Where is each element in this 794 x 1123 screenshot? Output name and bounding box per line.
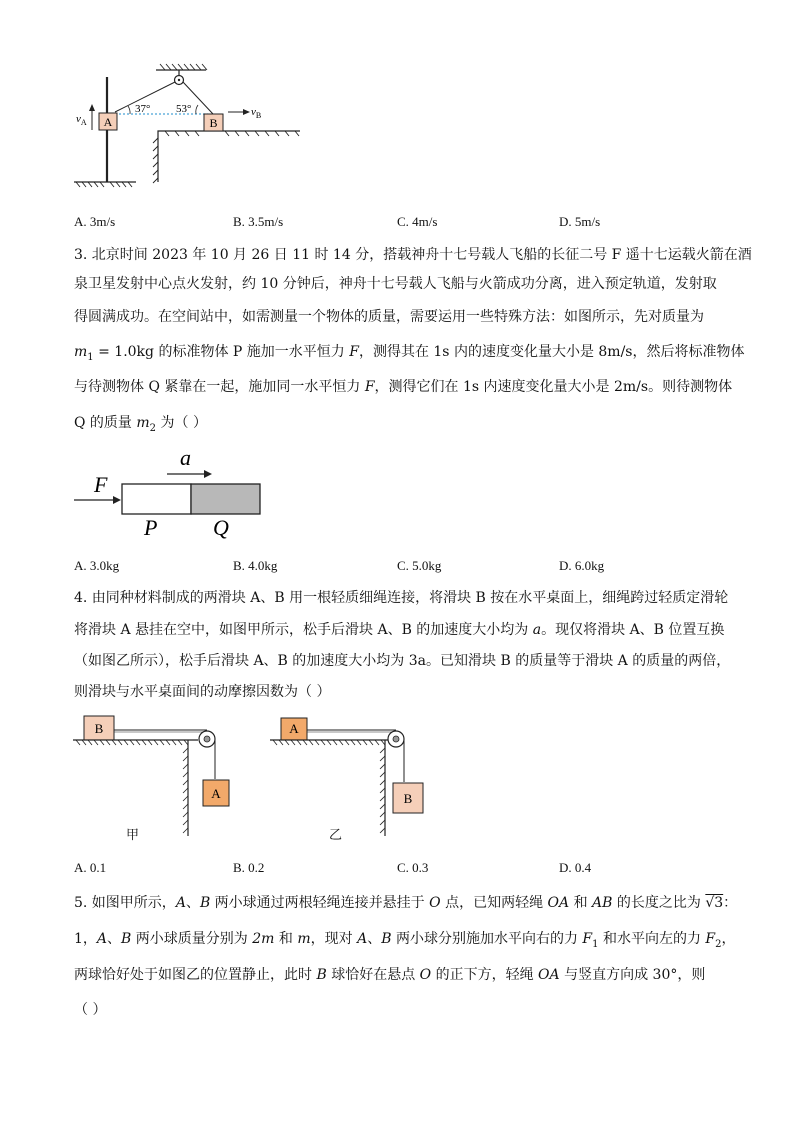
q4-line-1: 4. 由同种材料制成的两滑块 A、B 用一根轻质细绳连接，将滑块 B 按在水平桌面上，细绳跨过轻质定滑轮 <box>74 590 729 606</box>
q3-option-c: C. 5.0kg <box>397 558 442 573</box>
arrow-right-icon <box>204 470 212 478</box>
block-p-label: P <box>144 515 158 540</box>
vb-label: $v_B$ <box>251 106 262 120</box>
q2-option-a: A. 3m/s <box>74 214 116 229</box>
q2-figure <box>70 62 310 192</box>
q2-option-d: D. 5m/s <box>559 214 601 229</box>
accel-a-label: a <box>180 445 191 470</box>
angle-right-label: 53° <box>176 103 192 115</box>
q3-figure <box>70 445 280 545</box>
force-f-label: F <box>94 472 108 497</box>
q3-option-d: D. 6.0kg <box>559 558 605 573</box>
block-a-top-label: A <box>289 721 299 736</box>
block-b-hanging-label: B <box>403 791 413 806</box>
q3-option-b: B. 4.0kg <box>233 558 278 573</box>
step-platform <box>158 131 300 182</box>
q4-line-4: 则滑块与水平桌面间的动摩擦因数为（ ） <box>74 684 331 700</box>
q4-option-d: D. 0.4 <box>559 860 592 875</box>
q3-line-2: 泉卫星发射中心点火发射，约 10 分钟后，神舟十七号载人飞船与火箭成功分离，进入预定轨道，发射取 <box>74 276 717 292</box>
va-label: $v_A$ <box>76 113 87 127</box>
q2-option-b: B. 3.5m/s <box>233 214 284 229</box>
block-a-hanging-label: A <box>211 786 221 801</box>
q2-option-c: C. 4m/s <box>397 214 438 229</box>
q4-option-c: C. 0.3 <box>397 860 429 875</box>
q5-line-4: （ ） <box>74 1002 107 1018</box>
block-b-label: B <box>209 116 218 130</box>
arrow-right-icon <box>243 109 250 115</box>
q4-line-2: 将滑块 A 悬挂在空中，如图甲所示，松手后滑块 A、B 的加速度大小均为 a。现仅将滑块 A、B 位置互换 <box>74 622 725 638</box>
q4-figure-yi <box>267 712 427 852</box>
q5-line-2: 1，A、B 两小球质量分别为 2m 和 m，现对 A、B 两小球分别施加水平向右的力 $F_1$ 和水平向左的力 $F_2$， <box>74 931 736 950</box>
q3-line-5: 与待测物体 Q 紧靠在一起，施加同一水平恒力 F，测得它们在 1s 内速度变化量大小是 2m/s。则待测物体 <box>74 379 733 395</box>
arrow-right-icon <box>113 496 121 504</box>
q4-figure-jia <box>70 712 230 852</box>
block-a-label: A <box>103 115 113 129</box>
q4-option-b: B. 0.2 <box>233 860 265 875</box>
block-q <box>191 484 260 514</box>
sqrt3-symbol: √3 <box>705 895 724 911</box>
q3-option-a: A. 3.0kg <box>74 558 120 573</box>
figure-caption-yi: 乙 <box>329 828 343 843</box>
block-q-label: Q <box>213 515 229 540</box>
block-b-top-label: B <box>94 721 104 736</box>
q4-line-3: （如图乙所示），松手后滑块 A、B 的加速度大小均为 3a。已知滑块 B 的质量等于滑块 A 的质量的两倍， <box>74 653 731 669</box>
q4-option-a: A. 0.1 <box>74 860 107 875</box>
figure-caption-jia: 甲 <box>126 828 140 843</box>
q3-line-3: 得圆满成功。在空间站中，如需测量一个物体的质量，需要运用一些特殊方法：如图所示，先对质量为 <box>74 309 704 325</box>
angle-left-label: 37° <box>135 103 151 115</box>
q5-line-3: 两球恰好处于如图乙的位置静止，此时 B 球恰好在悬点 O 的正下方，轻绳 OA 与竖直方向成 30°，则 <box>74 967 706 983</box>
m1-symbol: m <box>74 344 88 360</box>
m2-symbol: m <box>136 415 150 431</box>
arrow-up-icon <box>89 104 95 111</box>
q5-line-1: 5. 如图甲所示，A、B 两小球通过两根轻绳连接并悬挂于 O 点，已知两轻绳 OA 和 AB 的长度之比为 √3： <box>74 895 738 911</box>
block-p <box>122 484 191 514</box>
q3-line-4: $m_1 = 1.0kg$ 的标准物体 P 施加一水平恒力 F，测得其在 1s 内的速度变化量大小是 8m/s，然后将标准物体 <box>74 344 745 363</box>
q3-line-1: 3. 北京时间 2023 年 10 月 26 日 11 时 14 分，搭载神舟十七号载人飞船的长征二号 F 遥十七运载火箭在酒 <box>74 247 752 263</box>
q3-line-6: Q 的质量 $m_2$ 为（ ） <box>74 415 207 434</box>
